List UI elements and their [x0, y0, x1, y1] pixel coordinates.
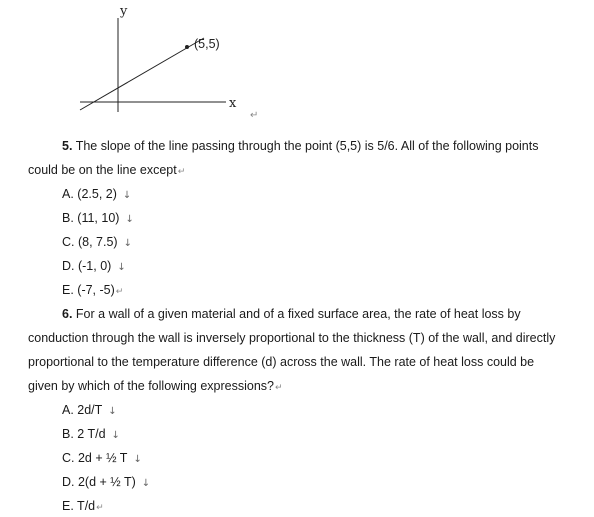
return-mark-icon: ↵	[274, 383, 283, 393]
q5-option-b	[62, 210, 134, 228]
q6-number: 6.	[62, 307, 73, 321]
down-arrow-icon: ↓	[123, 238, 132, 249]
line-graph	[0, 0, 594, 130]
return-mark-icon: ↵	[250, 110, 259, 121]
down-arrow-icon: ↓	[108, 406, 117, 417]
q6-option-a	[62, 402, 117, 420]
q5-option-b-text: B. (11, 10)	[62, 211, 120, 225]
q5-option-c-text: C. (8, 7.5)	[62, 235, 118, 249]
q6-text-line-1: For a wall of a given material and of a fixed surface area, the rate of heat loss by	[75, 307, 521, 321]
q6-line-3	[28, 354, 534, 370]
y-axis-label: y	[120, 4, 128, 19]
q6-option-b-text: B. 2 T/d	[62, 427, 106, 441]
point-marker	[185, 45, 189, 49]
down-arrow-icon: ↓	[117, 262, 126, 273]
q5-option-e-text: E. (-7, -5)	[62, 283, 115, 297]
q5-line-1	[62, 138, 538, 154]
q6-option-e-text: E. T/d	[62, 499, 96, 513]
q6-option-d	[62, 474, 150, 492]
down-arrow-icon: ↓	[111, 430, 120, 441]
return-mark-icon: ↵	[177, 167, 186, 177]
q6-option-e	[62, 498, 104, 516]
down-arrow-icon: ↓	[125, 214, 134, 225]
q6-line-1	[62, 306, 521, 322]
down-arrow-icon: ↓	[122, 190, 132, 201]
q6-option-d-text: D. 2(d + ½ T)	[62, 475, 136, 489]
q6-option-c	[62, 450, 142, 468]
q5-option-a-text: A. (2.5, 2)	[62, 187, 117, 201]
q6-option-b	[62, 426, 120, 444]
q5-line-2	[28, 162, 185, 180]
coordinate-figure	[0, 0, 594, 130]
q5-text-line-2: could be on the line except	[28, 163, 177, 177]
q6-text-line-4: given by which of the following expressions?	[28, 379, 274, 393]
q6-option-c-text: C. 2d + ½ T	[62, 451, 128, 465]
q5-option-d-text: D. (-1, 0)	[62, 259, 112, 273]
return-mark-icon: ↵	[96, 503, 104, 513]
q5-option-c	[62, 234, 132, 252]
down-arrow-icon: ↓	[141, 478, 151, 489]
q6-option-a-text: A. 2d/T	[62, 403, 103, 417]
q5-option-a	[62, 186, 131, 204]
q5-number: 5.	[62, 139, 73, 153]
q6-text-line-2: conduction through the wall is inversely proportional to the thickness (T) of the wall, and directly	[28, 331, 556, 345]
q6-text-line-3: proportional to the temperature difference (d) across the wall. The rate of heat loss could be	[28, 355, 535, 369]
q6-line-4	[28, 378, 283, 396]
down-arrow-icon: ↓	[133, 454, 142, 465]
q5-option-e	[62, 282, 123, 300]
q5-option-d	[62, 258, 126, 276]
x-axis-label: x	[229, 96, 237, 111]
sloped-line	[80, 38, 204, 110]
q5-text-line-1: The slope of the line passing through the point (5,5) is 5/6. All of the following points	[75, 139, 539, 153]
return-mark-icon: ↵	[115, 287, 124, 297]
point-label: (5,5)	[194, 37, 220, 51]
q6-line-2	[28, 330, 555, 346]
